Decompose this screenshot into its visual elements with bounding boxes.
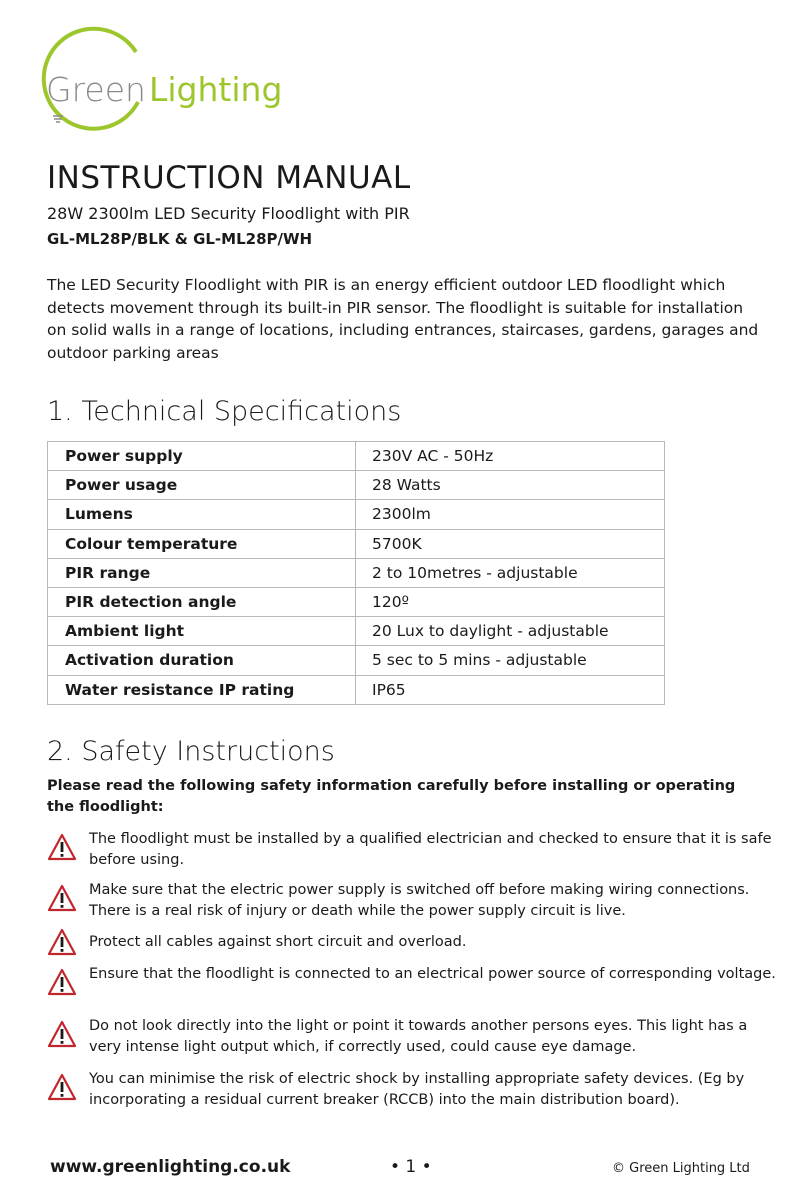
table-row xyxy=(48,675,665,704)
safety-item-text: Make sure that the electric power supply is switched off before making wiring connections. There is a real risk of injury or death while the power supply circuit is live. xyxy=(89,882,750,919)
spec-value: 20 Lux to daylight - adjustable xyxy=(356,617,665,646)
table-row xyxy=(48,442,665,471)
safety-intro: Please read the following safety information carefully before installing or operating the floodlight: xyxy=(47,778,736,815)
table-row xyxy=(48,471,665,500)
safety-item-text: Protect all cables against short circuit and overload. xyxy=(89,934,467,950)
spec-value: 5 sec to 5 mins - adjustable xyxy=(356,646,665,675)
spec-value: 28 Watts xyxy=(356,471,665,500)
safety-item-text: You can minimise the risk of electric shock by installing appropriate safety devices. (Eg by incorporating a residual current breaker (RCCB) into the main distribution board). xyxy=(89,1071,745,1108)
warning-triangle-icon xyxy=(47,833,77,861)
warning-triangle-icon xyxy=(47,968,77,996)
spec-value: 2300lm xyxy=(356,500,665,529)
table-row xyxy=(48,617,665,646)
spec-value: IP65 xyxy=(356,675,665,704)
safety-item-text: Do not look directly into the light or point it towards another persons eyes. This light has a very intense light output which, if correctly used, could cause eye damage. xyxy=(89,1018,748,1055)
spec-label: Power supply xyxy=(48,442,356,471)
spec-label: Ambient light xyxy=(48,617,356,646)
model-numbers: GL-ML28P/BLK & GL-ML28P/WH xyxy=(47,230,313,248)
spec-label: Lumens xyxy=(48,500,356,529)
spec-label: PIR detection angle xyxy=(48,587,356,616)
spec-label: Water resistance IP rating xyxy=(48,675,356,704)
spec-label: Colour temperature xyxy=(48,529,356,558)
warning-triangle-icon xyxy=(47,928,77,956)
table-row xyxy=(48,646,665,675)
intro-paragraph: The LED Security Floodlight with PIR is an energy efficient outdoor LED floodlight which detects movement through its built-in PIR sensor. The floodlight is suitable for installation on solid walls in a range of locations, including entrances, staircases, gardens, garages and outdoor parking areas xyxy=(47,276,759,362)
logo-text-lighting: Lighting xyxy=(149,70,283,109)
table-row xyxy=(48,529,665,558)
spec-label: Activation duration xyxy=(48,646,356,675)
safety-item-text: The floodlight must be installed by a qualified electrician and checked to ensure that it is safe before using. xyxy=(89,831,772,868)
spec-value: 230V AC - 50Hz xyxy=(356,442,665,471)
specs-heading: 1. Technical Specifications xyxy=(47,396,402,427)
table-row xyxy=(48,587,665,616)
bulb-base-icon xyxy=(52,114,64,124)
product-subtitle: 28W 2300lm LED Security Floodlight with PIR xyxy=(47,204,410,223)
brand-logo xyxy=(36,22,286,132)
specs-table xyxy=(47,441,665,705)
spec-label: PIR range xyxy=(48,558,356,587)
spec-value: 5700K xyxy=(356,529,665,558)
safety-heading: 2. Safety Instructions xyxy=(47,736,335,767)
table-row xyxy=(48,500,665,529)
page-number: • 1 • xyxy=(390,1157,432,1177)
logo-text-green: Green xyxy=(46,70,146,109)
safety-item-text: Ensure that the floodlight is connected to an electrical power source of corresponding voltage. xyxy=(89,966,776,982)
table-row xyxy=(48,558,665,587)
warning-triangle-icon xyxy=(47,1073,77,1101)
page-title: INSTRUCTION MANUAL xyxy=(47,160,411,196)
spec-value: 120º xyxy=(356,587,665,616)
warning-triangle-icon xyxy=(47,1020,77,1048)
spec-value: 2 to 10metres - adjustable xyxy=(356,558,665,587)
spec-label: Power usage xyxy=(48,471,356,500)
warning-triangle-icon xyxy=(47,884,77,912)
footer-copyright: © Green Lighting Ltd xyxy=(612,1161,750,1176)
footer-website-link[interactable]: www.greenlighting.co.uk xyxy=(50,1157,291,1177)
